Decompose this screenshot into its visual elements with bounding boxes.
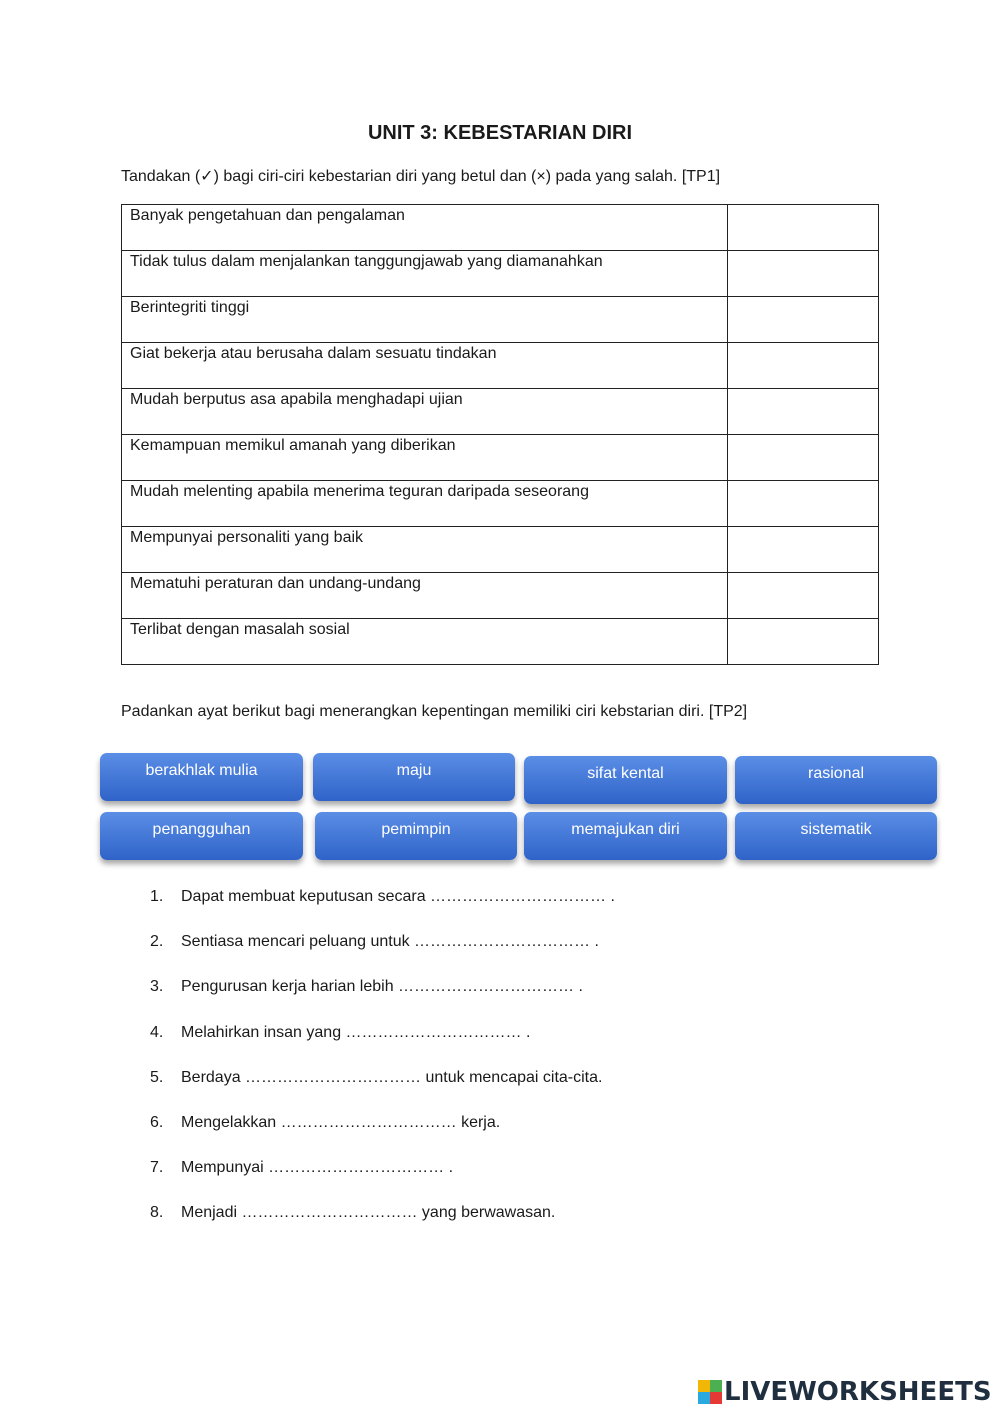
logo-square [698,1392,710,1404]
statement-text: Mempunyai personaliti yang baik [122,527,728,573]
question-text: Mempunyai …………………………… . [181,1159,454,1177]
statement-row [122,251,879,297]
statement-row [122,481,879,527]
answer-cell[interactable] [728,343,879,389]
liveworksheets-logo [698,1377,992,1407]
statement-text: Terlibat dengan masalah sosial [122,619,728,665]
statement-text: Kemampuan memikul amanah yang diberikan [122,435,728,481]
logo-square [710,1392,722,1404]
answer-cell[interactable] [728,251,879,297]
question-text: Berdaya …………………………… untuk mencapai cita-cita. [181,1068,603,1086]
statement-text: Banyak pengetahuan dan pengalaman [122,205,728,251]
statement-row [122,343,879,389]
answer-cell[interactable] [728,435,879,481]
question-number: 2. [150,933,164,951]
page-title: UNIT 3: KEBESTARIAN DIRI [367,122,633,144]
question-text: Melahirkan insan yang …………………………… . [181,1023,531,1041]
instruction-tp2: Padankan ayat berikut bagi menerangkan kepentingan memiliki ciri kebstarian diri. [TP2] [121,703,748,720]
answer-tile[interactable]: pemimpin [315,812,517,860]
question-item [150,978,615,1023]
statement-row [122,573,879,619]
answer-tile[interactable]: penangguhan [100,812,303,860]
statement-row [122,297,879,343]
question-number: 8. [150,1204,164,1222]
statement-row [122,205,879,251]
statement-text: Mudah berputus asa apabila menghadapi ujian [122,389,728,435]
question-number: 3. [150,978,164,996]
statement-row [122,619,879,665]
question-text: Pengurusan kerja harian lebih …………………………… . [181,978,583,996]
statement-row [122,435,879,481]
statement-text: Tidak tulus dalam menjalankan tanggungjawab yang diamanahkan [122,251,728,297]
answer-cell[interactable] [728,527,879,573]
answer-tile[interactable]: sistematik [735,812,937,860]
statement-text: Mematuhi peraturan dan undang-undang [122,573,728,619]
question-item [150,1069,615,1114]
answer-tile[interactable]: berakhlak mulia [100,753,303,801]
statement-row [122,527,879,573]
answer-cell[interactable] [728,619,879,665]
answer-cell[interactable] [728,205,879,251]
answer-cell[interactable] [728,297,879,343]
question-item [150,1204,615,1249]
question-number: 6. [150,1113,164,1131]
logo-icon [698,1380,722,1404]
answer-tile[interactable]: maju [313,753,515,801]
true-false-table [121,204,879,665]
question-item [150,1024,615,1069]
question-item [150,933,615,978]
statement-text: Berintegriti tinggi [122,297,728,343]
answer-tile[interactable]: rasional [735,756,937,804]
answer-cell[interactable] [728,389,879,435]
answer-tile[interactable]: sifat kental [524,756,727,804]
question-number: 5. [150,1068,164,1086]
question-list [150,888,615,1250]
question-item [150,888,615,933]
logo-text: LIVEWORKSHEETS [724,1377,992,1407]
statement-row [122,389,879,435]
question-number: 1. [150,888,164,905]
question-text: Mengelakkan …………………………… kerja. [181,1113,501,1131]
statement-text: Giat bekerja atau berusaha dalam sesuatu tindakan [122,343,728,389]
question-text: Sentiasa mencari peluang untuk …………………………… . [181,933,599,951]
statement-text: Mudah melenting apabila menerima teguran daripada seseorang [122,481,728,527]
instruction-tp1: Tandakan (✓) bagi ciri-ciri kebestarian diri yang betul dan (×) pada yang salah. [TP1] [121,168,721,185]
logo-square [710,1380,722,1392]
question-text: Dapat membuat keputusan secara …………………………… . [181,888,615,905]
question-number: 7. [150,1159,164,1177]
logo-square [698,1380,710,1392]
question-item [150,1114,615,1159]
question-item [150,1159,615,1204]
question-number: 4. [150,1023,164,1041]
answer-cell[interactable] [728,573,879,619]
answer-cell[interactable] [728,481,879,527]
question-text: Menjadi …………………………… yang berwawasan. [181,1204,556,1222]
answer-tile[interactable]: memajukan diri [524,812,727,860]
